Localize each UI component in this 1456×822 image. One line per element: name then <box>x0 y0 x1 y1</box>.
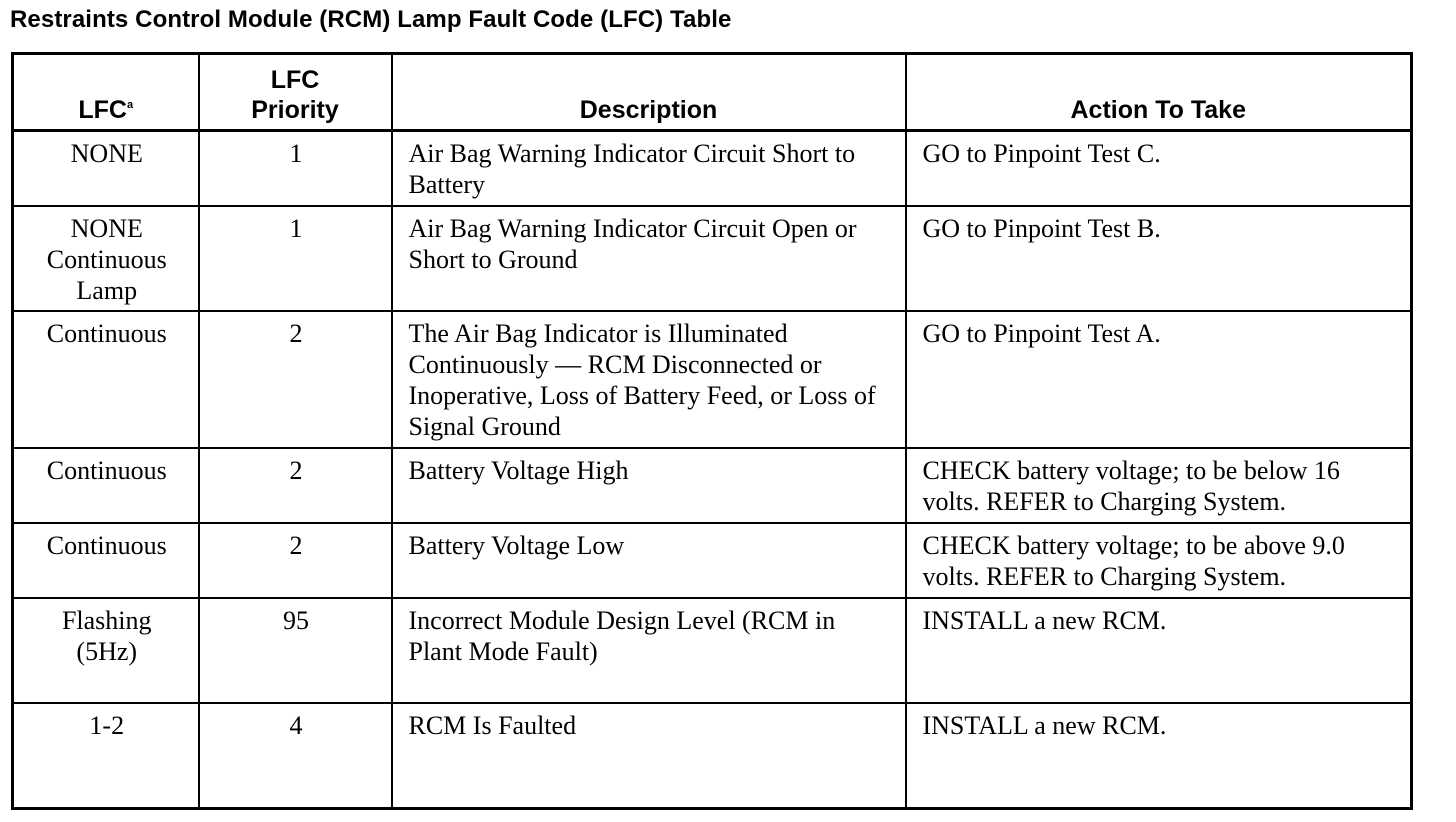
lfc-cell: Continuous <box>13 311 199 448</box>
description-cell: Battery Voltage Low <box>392 523 906 598</box>
description-cell: RCM Is Faulted <box>392 703 906 809</box>
action-cell: INSTALL a new RCM. <box>906 598 1412 703</box>
priority-cell: 2 <box>199 448 392 523</box>
header-priority: LFC Priority <box>199 54 392 131</box>
priority-cell: 2 <box>199 311 392 448</box>
description-cell: The Air Bag Indicator is Illuminated Continuously — RCM Disconnected or Inoperative, Loss of Battery Feed, or Loss of Signal Ground <box>392 311 906 448</box>
table-row <box>13 598 1412 703</box>
lfc-cell: NONE <box>13 131 199 206</box>
table-row <box>13 131 1412 206</box>
header-description: Description <box>392 54 906 131</box>
lfc-cell: Flashing (5Hz) <box>13 598 199 703</box>
description-cell: Air Bag Warning Indicator Circuit Short to Battery <box>392 131 906 206</box>
page-title: Restraints Control Module (RCM) Lamp Fault Code (LFC) Table <box>10 6 732 33</box>
priority-cell: 4 <box>199 703 392 809</box>
action-cell: INSTALL a new RCM. <box>906 703 1412 809</box>
description-cell: Incorrect Module Design Level (RCM in Plant Mode Fault) <box>392 598 906 703</box>
lfc-cell: NONE Continuous Lamp <box>13 206 199 311</box>
table-row <box>13 311 1412 448</box>
action-cell: GO to Pinpoint Test C. <box>906 131 1412 206</box>
lfc-table <box>11 52 1413 810</box>
table-row <box>13 523 1412 598</box>
lfc-cell: 1-2 <box>13 703 199 809</box>
table-row <box>13 703 1412 809</box>
priority-cell: 95 <box>199 598 392 703</box>
lfc-cell: Continuous <box>13 448 199 523</box>
action-cell: GO to Pinpoint Test A. <box>906 311 1412 448</box>
priority-cell: 1 <box>199 131 392 206</box>
table-row <box>13 206 1412 311</box>
action-cell: CHECK battery voltage; to be below 16 volts. REFER to Charging System. <box>906 448 1412 523</box>
description-cell: Air Bag Warning Indicator Circuit Open or Short to Ground <box>392 206 906 311</box>
lfc-cell: Continuous <box>13 523 199 598</box>
priority-cell: 2 <box>199 523 392 598</box>
priority-cell: 1 <box>199 206 392 311</box>
table-row <box>13 448 1412 523</box>
footnote-marker: a <box>126 99 134 111</box>
header-lfc <box>13 54 199 131</box>
description-cell: Battery Voltage High <box>392 448 906 523</box>
action-cell: CHECK battery voltage; to be above 9.0 volts. REFER to Charging System. <box>906 523 1412 598</box>
action-cell: GO to Pinpoint Test B. <box>906 206 1412 311</box>
header-action: Action To Take <box>906 54 1412 131</box>
header-row <box>13 54 1412 131</box>
header-lfc-label: LFC <box>78 96 127 124</box>
